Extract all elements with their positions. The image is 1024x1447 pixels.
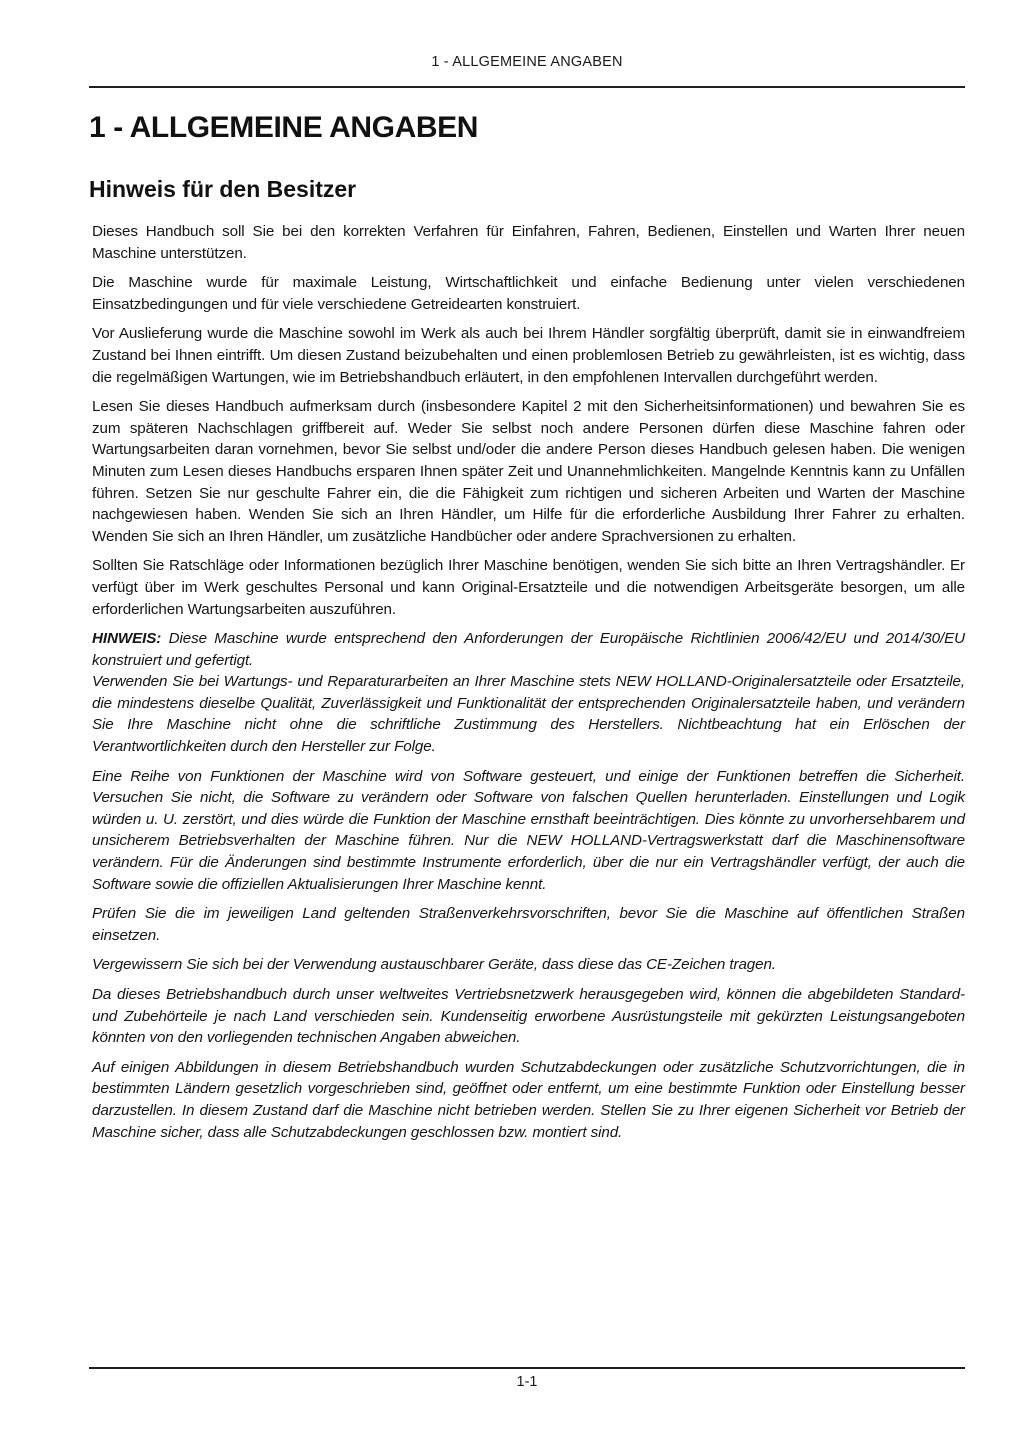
page-number: 1-1	[516, 1374, 538, 1390]
paragraph: Dieses Handbuch soll Sie bei den korrekten Verfahren für Einfahren, Fahren, Bedienen, Einstellen und Warten Ihrer neuen Maschine unterstützen.	[92, 223, 965, 262]
paragraph-prefix: HINWEIS:	[92, 630, 169, 648]
header-rule	[89, 86, 965, 88]
paragraph: Vergewissern Sie sich bei der Verwendung austauschbarer Geräte, dass diese das CE-Zeichen tragen.	[92, 956, 776, 974]
paragraph: Auf einigen Abbildungen in diesem Betriebshandbuch wurden Schutzabdeckungen oder zusätzliche Schutzvorrichtungen, die in bestimmten Ländern gesetzlich vorgeschrieben sind, geöffnet oder entfernt, um eine bestimmte Funktion oder Einstellung besser darzustellen. In diesem Zustand darf die Maschine nicht betrieben werden. Stellen Sie zu Ihrer eigenen Sicherheit vor Betrieb der Maschine sicher, dass alle Schutzabdeckungen geschlossen bzw. montiert sind.	[92, 1058, 965, 1141]
running-header: 1 - ALLGEMEINE ANGABEN	[431, 54, 623, 70]
paragraph: Lesen Sie dieses Handbuch aufmerksam durch (insbesondere Kapitel 2 mit den Sicherheitsinformationen) und bewahren Sie es zum späteren Nachschlagen griffbereit auf. Weder Sie selbst noch andere Personen dürfen diese Maschine fahren oder Wartungsarbeiten daran vornehmen, bevor Sie selbst und/oder die andere Person dieses Handbuch gelesen haben. Die wenigen Minuten zum Lesen dieses Handbuchs ersparen Ihnen später Zeit und Unannehmlichkeiten. Mangelnde Kenntnis kann zu Unfällen führen. Setzen Sie nur geschulte Fahrer ein, die die Fähigkeit zum richtigen und sicheren Arbeiten und Warten der Maschine nachgewiesen haben. Wenden Sie sich an Ihren Händler, um Hilfe für die erforderliche Ausbildung Ihrer Fahrer zu erhalten. Wenden Sie sich an Ihren Händler, um zusätzliche Handbücher oder andere Sprachversionen zu erhalten.	[92, 398, 965, 545]
paragraph: Sollten Sie Ratschläge oder Informationen bezüglich Ihrer Maschine benötigen, wenden Sie sich bitte an Ihren Vertragshändler. Er verfügt über im Werk geschultes Personal und kann Original-Ersatzteile und die notwendigen Arbeitsgeräte besorgen, um alle erforderlichen Wartungsarbeiten auszuführen.	[92, 557, 965, 618]
paragraph: Prüfen Sie die im jeweiligen Land geltenden Straßenverkehrsvorschriften, bevor Sie die Maschine auf öffentlichen Straßen einsetzen.	[92, 905, 965, 944]
body-paragraphs	[89, 213, 965, 1143]
paragraph: Vor Auslieferung wurde die Maschine sowohl im Werk als auch bei Ihrem Händler sorgfältig überprüft, damit sie in einwandfreiem Zustand bei Ihnen eintrifft. Um diesen Zustand beizubehalten und einen problemlosen Betrieb zu gewährleisten, ist es wichtig, dass die regelmäßigen Wartungen, wie im Betriebshandbuch erläutert, in den empfohlenen Intervallen durchgeführt werden.	[92, 325, 965, 386]
paragraph: Eine Reihe von Funktionen der Maschine wird von Software gesteuert, und einige der Funktionen betreffen die Sicherheit. Versuchen Sie nicht, die Software zu verändern oder Software von falschen Quellen herunterladen. Einstellungen und Logik würden u. U. zerstört, und dies würde die Funktion der Maschine ernsthaft beeinträchtigen. Dies könnte zu unvorhersehbarem und unsicherem Betriebsverhalten der Maschine führen. Nur die NEW HOLLAND-Vertragswerkstatt darf die Maschinensoftware verändern. Für die Änderungen sind bestimmte Instrumente erforderlich, über die nur ein Vertragshändler verfügt, der auch die Software sowie die offiziellen Aktualisierungen Ihrer Maschine kennt.	[92, 767, 965, 893]
paragraph: Da dieses Betriebshandbuch durch unser weltweites Vertriebsnetzwerk herausgegeben wird, können die abgebildeten Standard- und Zubehörteile je nach Land verschieden sein. Kundenseitig erworbene Ausrüstungsteile mit gekürzten Leistungsangeboten könnten von den vorliegenden technischen Angaben abweichen.	[92, 986, 965, 1047]
paragraph: Die Maschine wurde für maximale Leistung, Wirtschaftlichkeit und einfache Bedienung unter vielen verschiedenen Einsatzbedingungen und für viele verschiedene Getreidearten konstruiert.	[92, 274, 965, 313]
manual-page	[89, 0, 965, 1143]
paragraph: HINWEIS: Diese Maschine wurde entsprechend den Anforderungen der Europäische Richtlinien 2006/42/EU und 2014/30/EU konstruiert und gefertigt. Verwenden Sie bei Wartungs- und Reparaturarbeiten an Ihrer Maschine stets NEW HOLLAND-Originalersatzteile oder Ersatzteile, die mindestens dieselbe Qualität, Zuverlässigkeit und Funktionalität der entsprechenden Originalersatzteile haben, und verändern Sie Ihre Maschine nicht ohne die schriftliche Zustimmung des Herstellers. Nichtbeachtung hat ein Erlöschen der Verantwortlichkeiten durch den Hersteller zur Folge.	[92, 630, 965, 756]
section-heading: Hinweis für den Besitzer	[89, 176, 357, 202]
chapter-title: 1 - ALLGEMEINE ANGABEN	[89, 111, 478, 144]
footer-rule	[89, 1367, 965, 1369]
